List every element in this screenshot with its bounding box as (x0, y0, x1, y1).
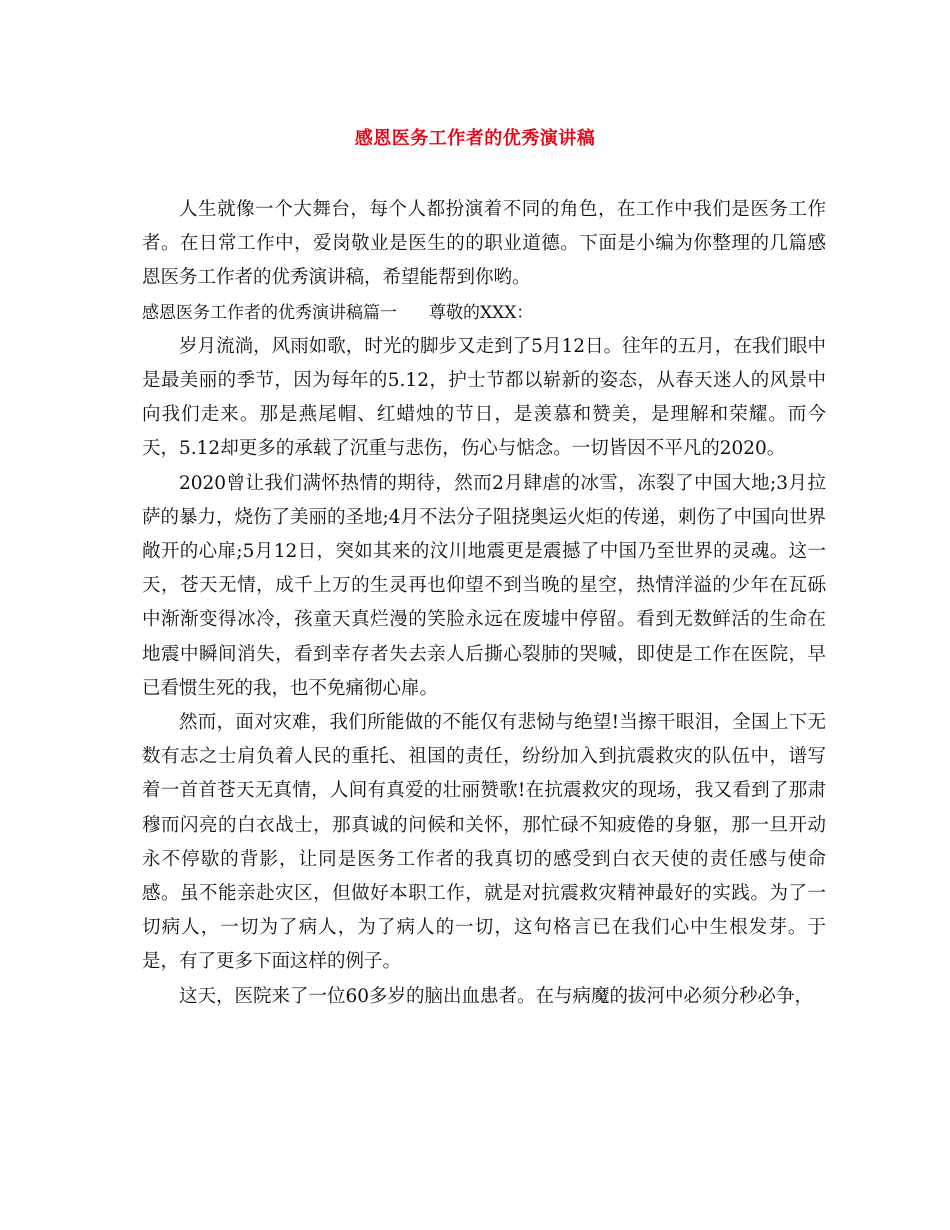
greeting: 尊敬的XXX： (429, 302, 534, 323)
body-paragraph-2: 2020曾让我们满怀热情的期待，然而2月肆虐的冰雪，冻裂了中国大地;3月拉萨的暴力，烧伤了美丽的圣地;4月不法分子阻挠奥运火炬的传递，刺伤了中国向世界敞开的心扉;5月12日，突如其来的汶川地震更是震撼了中国乃至世界的灵魂。这一天，苍天无情，成千上万的生灵再也仰望不到当晚的星空，热情洋溢的少年在瓦砾中渐渐变得冰冷，孩童天真烂漫的笑脸永远在废墟中停留。看到无数鲜活的生命在地震中瞬间消失，看到幸存者失去亲人后撕心裂肺的哭喊，即使是工作在医院，早已看惯生死的我，也不免痛彻心扉。 (142, 472, 827, 699)
body-paragraph-4: 这天，医院来了一位60多岁的脑出血患者。在与病魔的拔河中必须分秒必争， (179, 985, 814, 1007)
body-paragraph-3: 然而，面对灾难，我们所能做的不能仅有悲恸与绝望!当擦干眼泪，全国上下无数有志之士肩负着人民的重托、祖国的责任，纷纷加入到抗震救灾的队伍中，谱写着一首首苍天无真情，人间有真爱的壮丽赞歌!在抗震救灾的现场，我又看到了那肃穆而闪亮的白衣战士，那真诚的问候和关怀，那忙碌不知疲倦的身躯，那一旦开动永不停歇的背影，让同是医务工作者的我真切的感受到白衣天使的责任感与使命感。虽不能亲赴灾区，但做好本职工作，就是对抗震救灾精神最好的实践。为了一切病人，一切为了病人，为了病人的一切，这句格言已在我们心中生根发芽。于是，有了更多下面这样的例子。 (142, 712, 826, 973)
intro-paragraph: 人生就像一个大舞台，每个人都扮演着不同的角色，在工作中我们是医务工作者。在日常工作中，爱岗敬业是医生的的职业道德。下面是小编为你整理的几篇感恩医务工作者的优秀演讲稿，希望能帮到你哟。 (142, 199, 826, 289)
document-body (142, 193, 826, 1014)
document-title: 感恩医务工作者的优秀演讲稿 (354, 128, 596, 149)
section-heading: 感恩医务工作者的优秀演讲稿篇一 (142, 302, 397, 323)
section-heading-line (142, 296, 826, 330)
body-paragraph-1: 岁月流淌，风雨如歌，时光的脚步又走到了5月12日。往年的五月，在我们眼中是最美丽的季节，因为每年的5.12，护士节都以崭新的姿态，从春天迷人的风景中向我们走来。那是燕尾帽、红蜡烛的节日，是羡慕和赞美，是理解和荣耀。而今天，5.12却更多的承载了沉重与悲伤，伤心与惦念。一切皆因不平凡的2020。 (142, 335, 826, 460)
